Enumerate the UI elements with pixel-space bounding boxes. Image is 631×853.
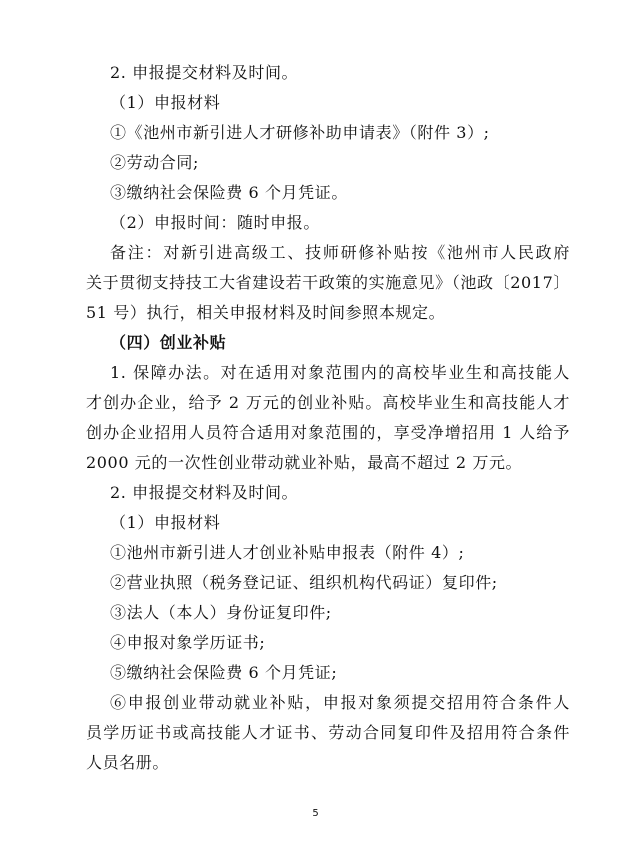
material-item-1-second: ①池州市新引进人才创业补贴申报表（附件 4）; bbox=[110, 543, 465, 562]
section-heading-startup-subsidy: （四）创业补贴 bbox=[110, 333, 227, 352]
section-item-2-title-second: 2. 申报提交材料及时间。 bbox=[110, 483, 299, 502]
note-line-2: 关于贯彻支持技工大省建设若干政策的实施意见》（池政〔2017〕 bbox=[86, 273, 570, 292]
material-item-2: ②劳动合同; bbox=[110, 153, 199, 172]
material-item-6-line-1: ⑥申报创业带动就业补贴，申报对象须提交招用符合条件人 bbox=[110, 693, 570, 712]
material-item-3-second: ③法人（本人）身份证复印件; bbox=[110, 603, 332, 622]
paragraph-line-4: 2000 元的一次性创业带动就业补贴，最高不超过 2 万元。 bbox=[86, 453, 523, 472]
page-number: 5 bbox=[312, 808, 319, 819]
paragraph-line-3: 创办企业招用人员符合适用对象范围的，享受净增招用 1 人给予 bbox=[86, 423, 570, 442]
paragraph-line-2: 才创办企业，给予 2 万元的创业补贴。高校毕业生和高技能人才 bbox=[86, 393, 570, 412]
material-item-6-line-2: 员学历证书或高技能人才证书、劳动合同复印件及招用符合条件 bbox=[86, 723, 570, 742]
material-item-3: ③缴纳社会保险费 6 个月凭证。 bbox=[110, 183, 348, 202]
material-item-5-second: ⑤缴纳社会保险费 6 个月凭证; bbox=[110, 663, 338, 682]
document-body bbox=[86, 58, 570, 778]
paragraph-line-1: 1. 保障办法。对在适用对象范围内的高校毕业生和高技能人 bbox=[110, 363, 570, 382]
material-item-6-line-3: 人员名册。 bbox=[86, 753, 170, 772]
subsection-time: （2）申报时间：随时申报。 bbox=[110, 213, 320, 232]
section-item-2-title: 2. 申报提交材料及时间。 bbox=[110, 63, 299, 82]
material-item-1: ①《池州市新引进人才研修补助申请表》（附件 3）; bbox=[110, 123, 490, 142]
note-line-1: 备注：对新引进高级工、技师研修补贴按《池州市人民政府 bbox=[110, 243, 570, 262]
subsection-materials-title-second: （1）申报材料 bbox=[110, 513, 221, 532]
material-item-2-second: ②营业执照（税务登记证、组织机构代码证）复印件; bbox=[110, 573, 498, 592]
subsection-materials-title: （1）申报材料 bbox=[110, 93, 221, 112]
note-line-3: 51 号）执行，相关申报材料及时间参照本规定。 bbox=[86, 303, 446, 322]
material-item-4-second: ④申报对象学历证书; bbox=[110, 633, 266, 652]
